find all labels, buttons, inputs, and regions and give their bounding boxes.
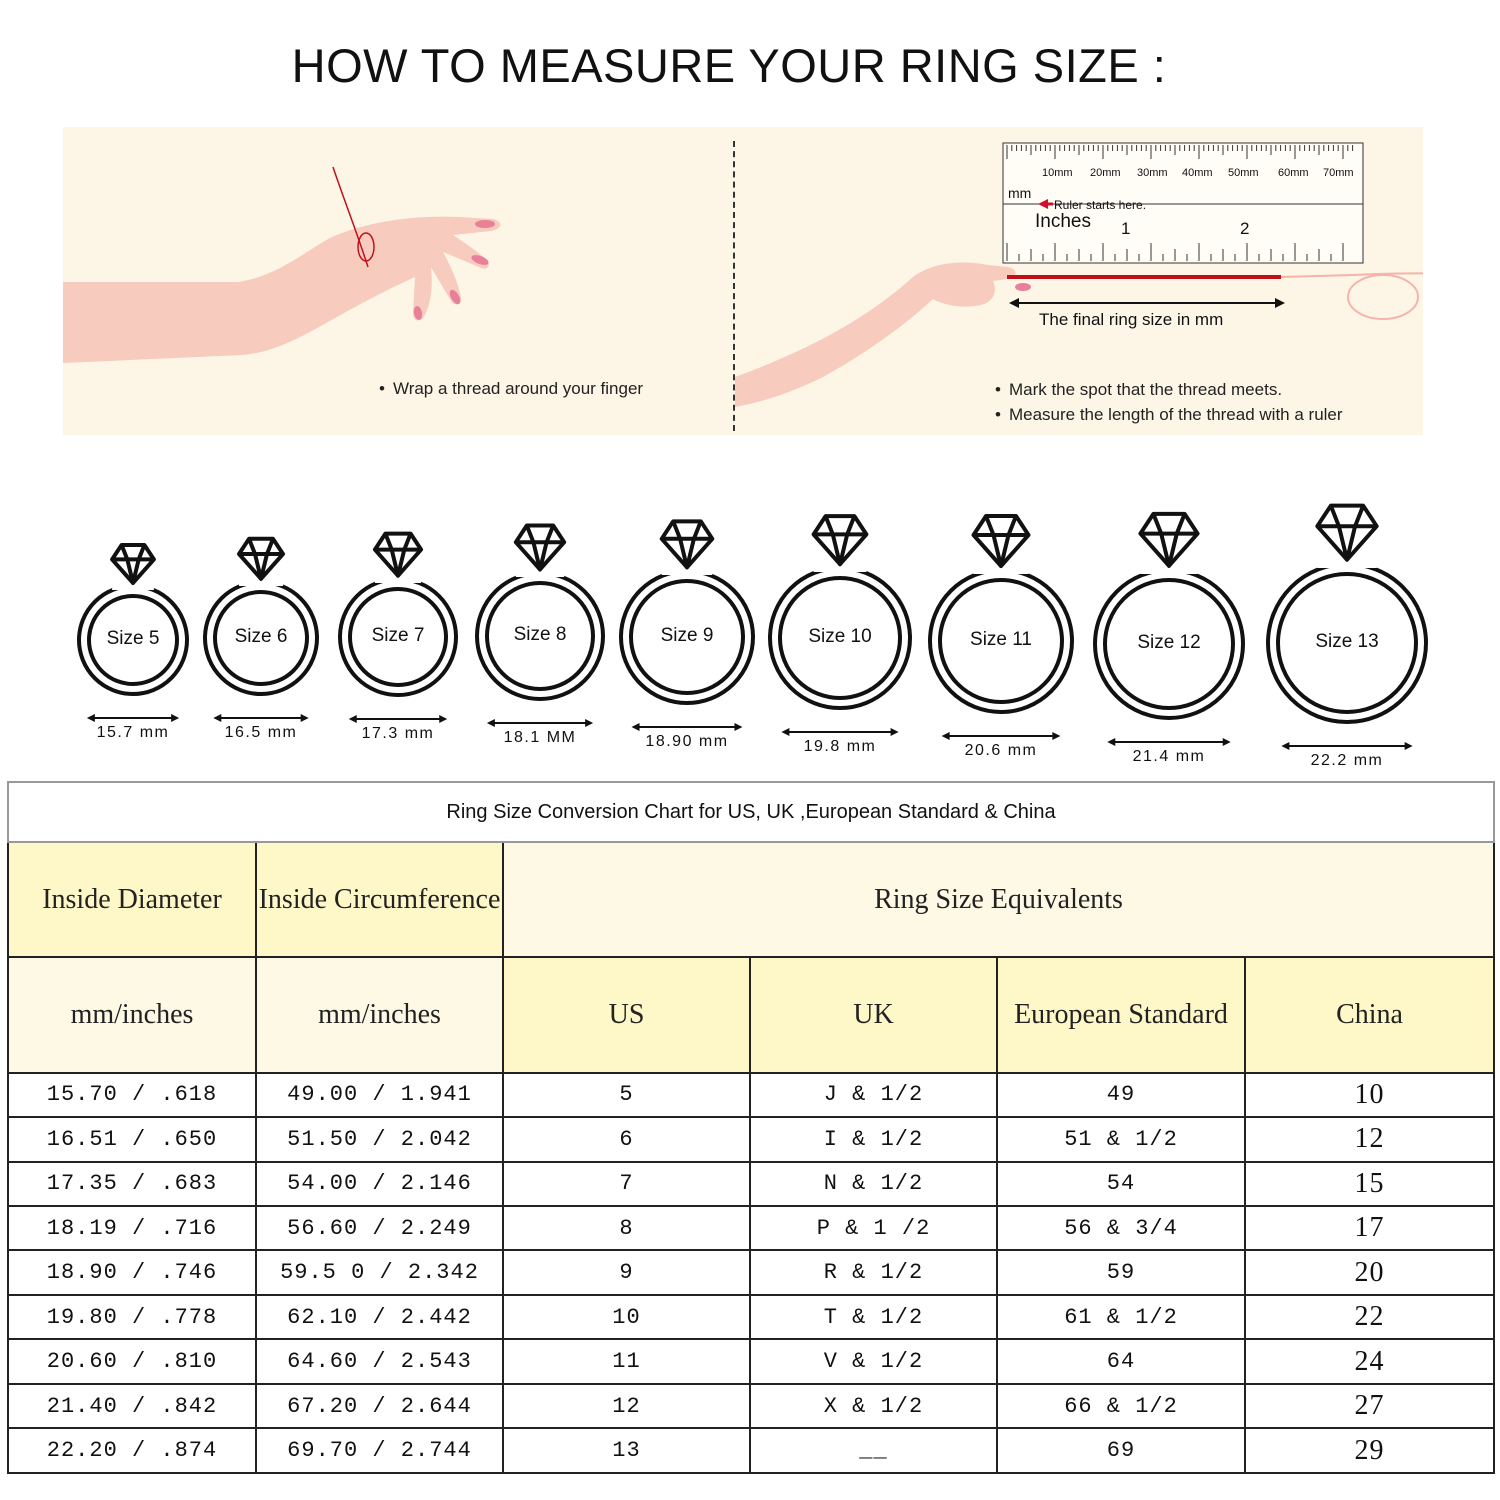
diamond-icon [239,539,283,579]
cell-china: 17 [1245,1206,1494,1250]
instruction-banner [63,127,1423,435]
table-row [8,1428,1494,1473]
cell-uk: N & 1/2 [750,1162,997,1206]
ring-icon [1085,490,1253,750]
ring-icon [195,490,327,750]
ring-size-13 [1258,490,1436,769]
table-row [8,1295,1494,1339]
cell-inside-diameter: 18.90 / .746 [8,1250,256,1294]
ring-icon [920,490,1082,750]
cell-uk: R & 1/2 [750,1250,997,1294]
ring-icon [69,490,197,750]
cell-inside-circumference: 56.60 / 2.249 [256,1206,503,1250]
ruler-mm-tick-20: 20mm [1090,167,1121,179]
ring-icon [760,490,920,750]
cell-inside-circumference: 67.20 / 2.644 [256,1384,503,1428]
cell-inside-circumference: 54.00 / 2.146 [256,1162,503,1206]
header-inside-diameter: Inside Diameter [8,842,256,957]
ruler-mm-tick-70: 70mm [1323,167,1354,179]
cell-uk: P & 1 /2 [750,1206,997,1250]
ring-icon [611,490,763,750]
ruler-mm-tick-30: 30mm [1137,167,1168,179]
cell-us: 12 [503,1384,750,1428]
cell-uk: X & 1/2 [750,1384,997,1428]
cell-us: 13 [503,1428,750,1473]
subheader-european-standard: European Standard [997,957,1245,1072]
cell-us: 8 [503,1206,750,1250]
table-row [8,1339,1494,1383]
subheader-china: China [1245,957,1494,1072]
cell-uk: T & 1/2 [750,1295,997,1339]
ring-diameter-label: 18.1 MM [503,729,577,746]
cell-china: 22 [1245,1295,1494,1339]
cell-inside-diameter: 17.35 / .683 [8,1162,256,1206]
diamond-icon [112,545,154,583]
ruler-inches-label: Inches [1035,211,1091,232]
ring-size-label: Size 9 [660,625,714,646]
cell-us: 10 [503,1295,750,1339]
table-row [8,1162,1494,1206]
cell-us: 5 [503,1073,750,1117]
diamond-icon [1317,506,1376,560]
instruction-mark-spot: • Mark the spot that the thread meets. [995,380,1282,400]
ring-diameter-label: 15.7 mm [96,724,170,741]
header-inside-circumference: Inside Circumference [256,842,503,957]
cell-us: 6 [503,1117,750,1161]
cell-inside-circumference: 49.00 / 1.941 [256,1073,503,1117]
ring-size-label: Size 6 [234,626,288,647]
cell-us: 11 [503,1339,750,1383]
cell-european: 61 & 1/2 [997,1295,1245,1339]
ring-size-label: Size 7 [371,625,425,646]
ring-size-label: Size 13 [1315,631,1379,652]
cell-inside-diameter: 19.80 / .778 [8,1295,256,1339]
ring-icon [330,490,466,750]
ring-size-7 [330,490,466,750]
cell-inside-diameter: 15.70 / .618 [8,1073,256,1117]
ring-size-10 [760,490,920,755]
cell-inside-circumference: 64.60 / 2.543 [256,1339,503,1383]
cell-us: 7 [503,1162,750,1206]
ring-size-5 [69,490,197,750]
cell-inside-diameter: 16.51 / .650 [8,1117,256,1161]
ruler-start-note: Ruler starts here. [1054,198,1147,212]
ring-diameter-label: 20.6 mm [964,742,1038,759]
table-row [8,1117,1494,1161]
header-ring-size-equivalents: Ring Size Equivalents [503,842,1494,957]
cell-european: 59 [997,1250,1245,1294]
subheader-diameter-units: mm/inches [8,957,256,1072]
cell-inside-diameter: 20.60 / .810 [8,1339,256,1383]
cell-us: 9 [503,1250,750,1294]
ring-size-label: Size 5 [106,628,160,649]
ruler-inch-tick-2: 2 [1240,219,1250,238]
instruction-measure-length: • Measure the length of the thread with a ruler [995,405,1343,425]
diamond-icon [516,525,564,569]
cell-european: 69 [997,1428,1245,1473]
ring-diameter-label: 18.90 mm [645,733,729,750]
cell-china: 12 [1245,1117,1494,1161]
cell-inside-circumference: 69.70 / 2.744 [256,1428,503,1473]
banner-divider [733,141,735,431]
cell-inside-circumference: 62.10 / 2.442 [256,1295,503,1339]
ring-size-label: Size 12 [1137,632,1201,653]
cell-inside-diameter: 18.19 / .716 [8,1206,256,1250]
instruction-wrap-thread: • Wrap a thread around your finger [379,379,643,399]
table-row [8,1384,1494,1428]
cell-china: 27 [1245,1384,1494,1428]
cell-china: 20 [1245,1250,1494,1294]
ring-size-9 [611,490,763,750]
cell-inside-diameter: 22.20 / .874 [8,1428,256,1473]
ring-size-label: Size 10 [808,626,872,647]
cell-uk: I & 1/2 [750,1117,997,1161]
cell-inside-circumference: 51.50 / 2.042 [256,1117,503,1161]
cell-china: 24 [1245,1339,1494,1383]
ring-size-6 [195,490,327,750]
table-row [8,1250,1494,1294]
cell-uk: V & 1/2 [750,1339,997,1383]
ring-icon [1258,490,1436,750]
ruler-mm-tick-60: 60mm [1278,167,1309,179]
ring-size-conversion-table [7,781,1495,1474]
cell-china: 10 [1245,1073,1494,1117]
ring-diameter-label: 22.2 mm [1310,752,1384,769]
cell-european: 56 & 3/4 [997,1206,1245,1250]
cell-inside-circumference: 59.5 0 / 2.342 [256,1250,503,1294]
cell-uk: __ [750,1428,997,1473]
cell-uk: J & 1/2 [750,1073,997,1117]
ring-diameter-label: 19.8 mm [803,738,877,755]
cell-european: 54 [997,1162,1245,1206]
diamond-icon [662,521,713,567]
subheader-circumference-units: mm/inches [256,957,503,1072]
ring-diameter-label: 16.5 mm [224,724,298,741]
ring-size-illustrations [0,490,1500,769]
ring-diameter-label: 21.4 mm [1132,748,1206,765]
cell-china: 29 [1245,1428,1494,1473]
cell-european: 51 & 1/2 [997,1117,1245,1161]
cell-european: 66 & 1/2 [997,1384,1245,1428]
diamond-icon [974,516,1029,566]
table-row [8,1206,1494,1250]
diamond-icon [1140,514,1197,566]
ruler-caption: The final ring size in mm [1039,310,1224,329]
ring-size-label: Size 8 [513,624,567,645]
ring-size-11 [920,490,1082,759]
ring-size-12 [1085,490,1253,765]
ring-icon [467,490,613,750]
diamond-icon [375,534,421,576]
table-row [8,1073,1494,1117]
ruler-mm-label: mm [1008,185,1032,201]
subheader-uk: UK [750,957,997,1072]
ruler-mm-tick-50: 50mm [1228,167,1259,179]
cell-european: 49 [997,1073,1245,1117]
cell-china: 15 [1245,1162,1494,1206]
table-caption: Ring Size Conversion Chart for US, UK ,European Standard & China [8,782,1494,842]
cell-inside-diameter: 21.40 / .842 [8,1384,256,1428]
ruler-mm-tick-10: 10mm [1042,167,1073,179]
ring-size-label: Size 11 [970,629,1032,650]
subheader-us: US [503,957,750,1072]
cell-european: 64 [997,1339,1245,1383]
page-title: HOW TO MEASURE YOUR RING SIZE : [291,39,1167,92]
ruler-mm-tick-40: 40mm [1182,167,1213,179]
ring-size-8 [467,490,613,750]
ruler-inch-tick-1: 1 [1121,219,1131,238]
ring-diameter-label: 17.3 mm [361,725,435,742]
diamond-icon [814,516,867,564]
